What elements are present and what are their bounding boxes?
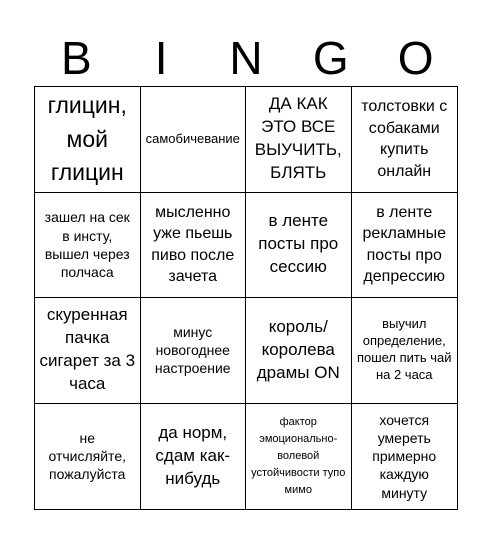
header-letter-b: B (61, 32, 92, 84)
cell-text: да норм, сдам как-нибудь (155, 422, 231, 488)
bingo-cell-r3c1[interactable] (35, 298, 141, 404)
bingo-cell-r2c2[interactable] (141, 193, 247, 299)
bingo-cell-r1c3[interactable] (246, 87, 352, 193)
cell-text: фактор эмоционально-волевой устойчивости тупо мимо (251, 415, 346, 496)
header-letter-g: G (312, 32, 349, 84)
bingo-cell-r3c2[interactable] (141, 298, 247, 404)
bingo-cell-r1c4[interactable] (352, 87, 458, 193)
cell-text: в ленте посты про сессию (258, 211, 339, 277)
bingo-cell-r2c1[interactable] (35, 193, 141, 299)
cell-text: скуренная пачка сигарет за 3 часа (39, 305, 136, 394)
cell-text: выучил определение, пошел пить чай на 2 часа (356, 316, 452, 383)
cell-text: хочется умереть примерно каждую минуту (372, 411, 437, 501)
bingo-cell-r2c3[interactable] (246, 193, 352, 299)
cell-text: толстовки с собаками купить онлайн (361, 98, 448, 180)
cell-text: глицин, мой глицин (47, 92, 127, 185)
bingo-cell-r3c3[interactable] (246, 298, 352, 404)
bingo-cell-r1c2[interactable] (141, 87, 247, 193)
bingo-cell-r3c4[interactable] (352, 298, 458, 404)
cell-text: зашел на сек в инсту, вышел через полчаса (44, 209, 130, 280)
cell-text: король/королева драмы ON (256, 316, 340, 382)
bingo-cell-r2c4[interactable] (352, 193, 458, 299)
bingo-cell-r1c1[interactable] (35, 87, 141, 193)
bingo-cell-r4c1[interactable] (35, 404, 141, 510)
header-letter-n: N (229, 32, 263, 84)
cell-text: ДА КАК ЭТО ВСЕ ВЫУЧИТЬ, БЛЯТЬ (254, 94, 342, 183)
cell-text: в ленте рекламные посты про депрессию (362, 203, 446, 286)
cell-text: самобичевание (145, 130, 240, 146)
header-letter-o: O (397, 32, 434, 84)
bingo-header (34, 30, 458, 86)
cell-text: мысленно уже пьешь пиво после зачета (151, 203, 235, 286)
bingo-cell-r4c4[interactable] (352, 404, 458, 510)
cell-text: минус новогоднее настроение (154, 323, 231, 377)
cell-text: не отчисляйте, пожалуйста (48, 429, 126, 483)
bingo-cell-r4c3[interactable] (246, 404, 352, 510)
bingo-grid (34, 86, 458, 510)
header-letter-i: I (154, 32, 168, 84)
bingo-cell-r4c2[interactable] (141, 404, 247, 510)
